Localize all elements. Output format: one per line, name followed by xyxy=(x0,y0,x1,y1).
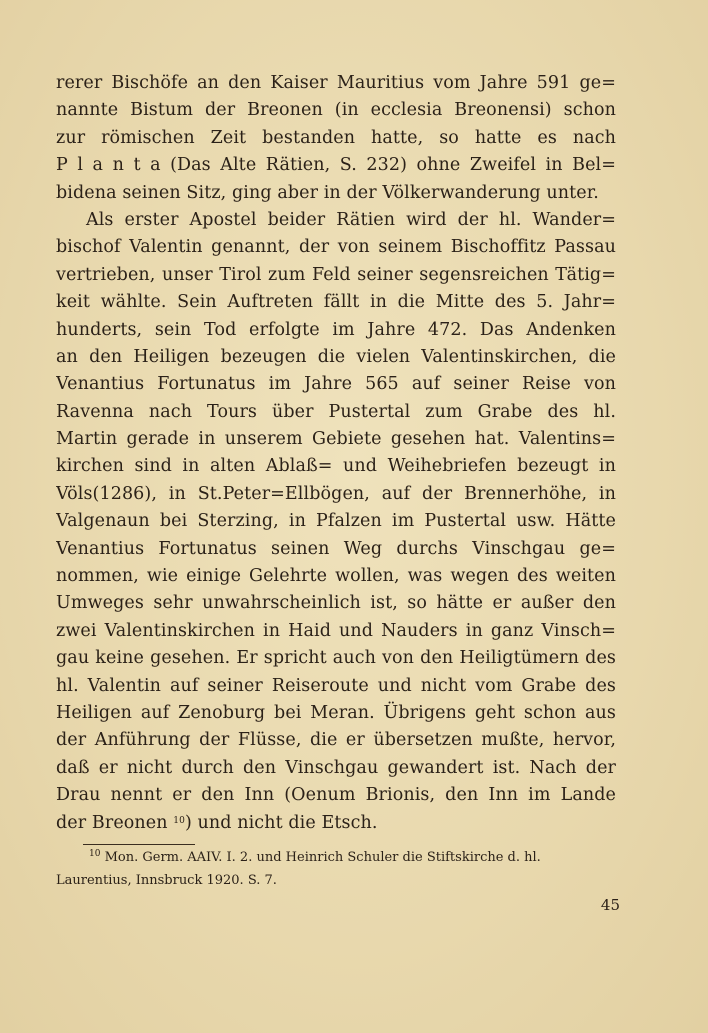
text-line: zwei Valentinskirchen in Haid und Nauders in ganz Vinsch= xyxy=(56,620,616,641)
text-line: nommen, wie einige Gelehrte wollen, was wegen des weiten xyxy=(56,566,616,587)
text-line: vertrieben, unser Tirol zum Feld seiner segensreichen Tätig= xyxy=(56,264,616,285)
text-line: Ravenna nach Tours über Pustertal zum Grabe des hl. xyxy=(56,401,616,422)
text-line: nannte Bistum der Breonen (in ecclesia Breonensi) schon xyxy=(56,100,616,121)
text-line: P l a n t a (Das Alte Rätien, S. 232) ohne Zweifel in Bel= xyxy=(56,155,616,176)
paragraph-1 xyxy=(56,70,616,207)
text-line: Völs(1286), in St.Peter=Ellbögen, auf der Brennerhöhe, in xyxy=(56,483,616,504)
paragraph-final-line xyxy=(56,810,616,837)
text-line: rerer Bischöfe an den Kaiser Mauritius vom Jahre 591 ge= xyxy=(56,73,616,93)
main-text xyxy=(56,70,616,837)
text-line: Venantius Fortunatus im Jahre 565 auf seiner Reise von xyxy=(56,374,616,395)
text-line: daß er nicht durch den Vinschgau gewandert ist. Nach der xyxy=(56,757,616,778)
text-line: keit wählte. Sein Auftreten fällt in die Mitte des 5. Jahr= xyxy=(56,292,616,313)
text-line: zur römischen Zeit bestanden hatte, so hatte es nach xyxy=(56,127,616,148)
final-line-tail: ) und nicht die Etsch. xyxy=(184,812,378,833)
text-line: Martin gerade in unserem Gebiete gesehen hat. Valentins= xyxy=(56,429,616,450)
text-line: kirchen sind in alten Ablaß= und Weihebriefen bezeugt in xyxy=(56,456,616,477)
text-line: Valgenaun bei Sterzing, in Pfalzen im Pustertal usw. Hätte xyxy=(56,511,616,532)
text-line: Als erster Apostel beider Rätien wird der hl. Wander= xyxy=(86,209,616,230)
text-line: Heiligen auf Zenoburg bei Meran. Übrigens geht schon aus xyxy=(56,702,616,723)
footnote-separator xyxy=(83,844,195,845)
footnote-reference: 10 xyxy=(173,815,185,826)
text-line: Umweges sehr unwahrscheinlich ist, so hätte er außer den xyxy=(56,593,616,614)
text-line: hunderts, sein Tod erfolgte im Jahre 472. Das Andenken xyxy=(56,319,616,340)
text-line: der Anführung der Flüsse, die er übersetzen mußte, hervor, xyxy=(56,730,616,751)
footnotes xyxy=(56,846,616,892)
text-line: gau keine gesehen. Er spricht auch von den Heiligtümern des xyxy=(56,648,616,669)
text-line: an den Heiligen bezeugen die vielen Valentinskirchen, die xyxy=(56,346,616,367)
text-line: bischof Valentin genannt, der von seinem Bischoffitz Passau xyxy=(56,237,616,258)
footnote-text-line-1: Mon. Germ. AAIV. I. 2. und Heinrich Schuler die Stiftskirche d. hl. xyxy=(100,850,541,865)
text-line: hl. Valentin auf seiner Reiseroute und nicht vom Grabe des xyxy=(56,675,616,696)
paragraph-2 xyxy=(56,207,616,810)
footnote-text-line-2: Laurentius, Innsbruck 1920. S. 7. xyxy=(56,873,277,888)
text-line: bidena seinen Sitz, ging aber in der Völkerwanderung unter. xyxy=(56,182,599,203)
text-line: Venantius Fortunatus seinen Weg durchs Vinschgau ge= xyxy=(56,538,616,559)
footnote-number: 10 xyxy=(89,849,101,859)
footnote-10 xyxy=(56,846,616,869)
text-line: Drau nennt er den Inn (Oenum Brionis, den Inn im Lande xyxy=(56,785,616,806)
page-number: 45 xyxy=(600,896,620,914)
final-line-text: der Breonen xyxy=(56,812,168,833)
